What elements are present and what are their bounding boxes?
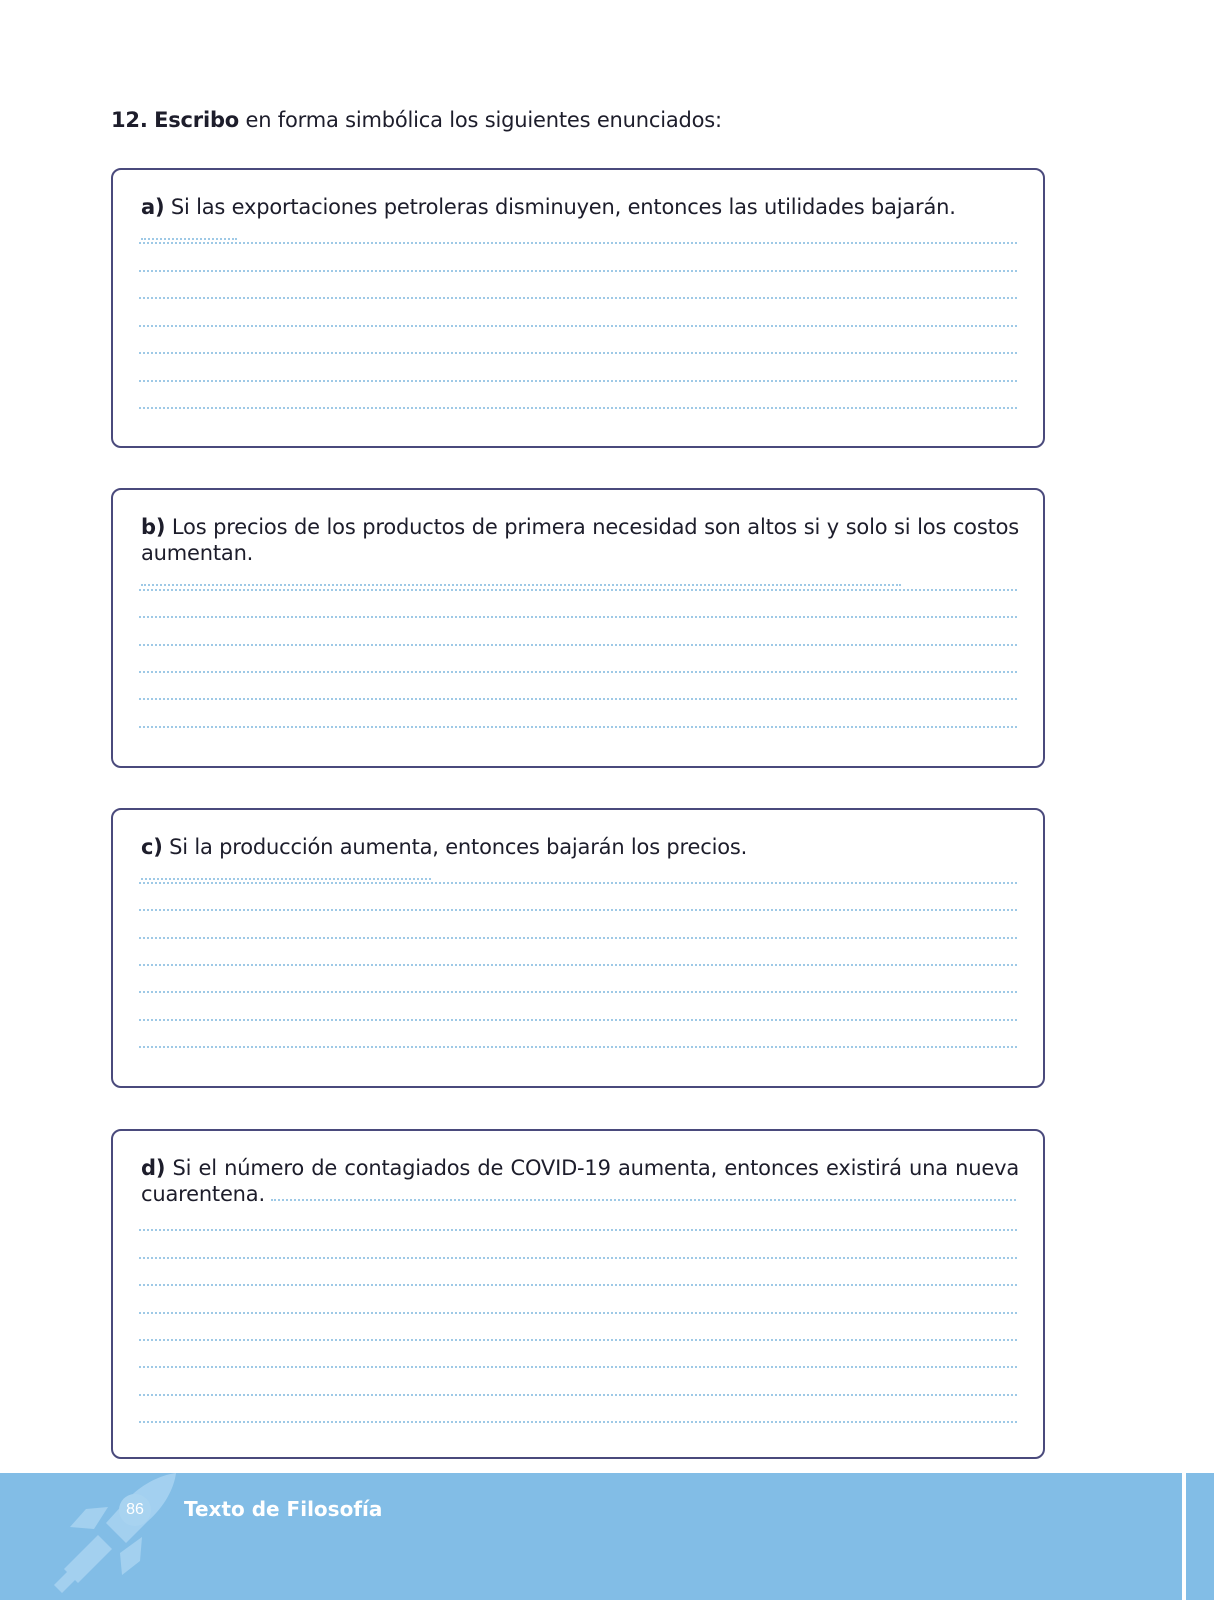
answer-line[interactable] xyxy=(139,407,1017,409)
answer-line[interactable] xyxy=(139,964,1017,966)
question-c xyxy=(141,834,1019,886)
answer-line[interactable] xyxy=(139,909,1017,911)
question-c-text: Si la producción aumenta, entonces bajarán los precios. xyxy=(162,835,748,859)
answer-line[interactable] xyxy=(139,616,1017,618)
answer-line[interactable] xyxy=(139,1339,1017,1341)
page-footer xyxy=(0,1473,1214,1600)
answer-line[interactable] xyxy=(139,1229,1017,1231)
question-b xyxy=(141,514,1019,592)
answer-box-c xyxy=(111,808,1045,1088)
answer-line[interactable] xyxy=(139,726,1017,728)
answer-line[interactable] xyxy=(139,1394,1017,1396)
book-title: Texto de Filosofía xyxy=(184,1497,383,1521)
exercise-heading xyxy=(111,108,722,132)
answer-line[interactable] xyxy=(139,589,1017,591)
answer-line[interactable] xyxy=(139,352,1017,354)
answer-line[interactable] xyxy=(139,644,1017,646)
answer-line[interactable] xyxy=(139,671,1017,673)
answer-line[interactable] xyxy=(139,991,1017,993)
question-d-text: Si el número de contagiados de COVID-19 aumenta, entonces existirá una nueva cuarentena. xyxy=(141,1156,1019,1206)
answer-line[interactable] xyxy=(139,1019,1017,1021)
question-d xyxy=(141,1155,1019,1207)
answer-line[interactable] xyxy=(139,297,1017,299)
answer-line[interactable] xyxy=(271,1198,1016,1201)
answer-line[interactable] xyxy=(139,1046,1017,1048)
answer-box-b xyxy=(111,488,1045,768)
page-number-badge: 86 xyxy=(119,1494,151,1526)
answer-line[interactable] xyxy=(139,1312,1017,1314)
question-c-label: c) xyxy=(141,835,163,859)
answer-line[interactable] xyxy=(141,237,237,240)
answer-box-a xyxy=(111,168,1045,448)
answer-line[interactable] xyxy=(141,877,431,880)
footer-edge-strip xyxy=(1182,1473,1214,1600)
answer-line[interactable] xyxy=(139,242,1017,244)
exercise-verb: Escribo xyxy=(154,108,240,132)
exercise-instruction: en forma simbólica los siguientes enunciados: xyxy=(239,108,722,132)
answer-line[interactable] xyxy=(139,325,1017,327)
answer-line[interactable] xyxy=(139,1421,1017,1423)
question-a xyxy=(141,194,1019,246)
exercise-number: 12. xyxy=(111,108,148,132)
question-d-label: d) xyxy=(141,1156,166,1180)
answer-line[interactable] xyxy=(139,1257,1017,1259)
question-a-text: Si las exportaciones petroleras disminuyen, entonces las utilidades bajarán. xyxy=(164,195,956,219)
answer-box-d xyxy=(111,1129,1045,1459)
answer-line[interactable] xyxy=(139,882,1017,884)
answer-line[interactable] xyxy=(139,380,1017,382)
question-b-text: Los precios de los productos de primera necesidad son altos si y solo si los costos aumentan. xyxy=(141,515,1019,565)
answer-line[interactable] xyxy=(139,937,1017,939)
question-a-label: a) xyxy=(141,195,165,219)
answer-line[interactable] xyxy=(139,270,1017,272)
answer-line[interactable] xyxy=(139,1284,1017,1286)
answer-line[interactable] xyxy=(141,583,901,586)
rocket-icon xyxy=(48,1471,198,1601)
question-b-label: b) xyxy=(141,515,166,539)
answer-line[interactable] xyxy=(139,1366,1017,1368)
answer-line[interactable] xyxy=(139,698,1017,700)
